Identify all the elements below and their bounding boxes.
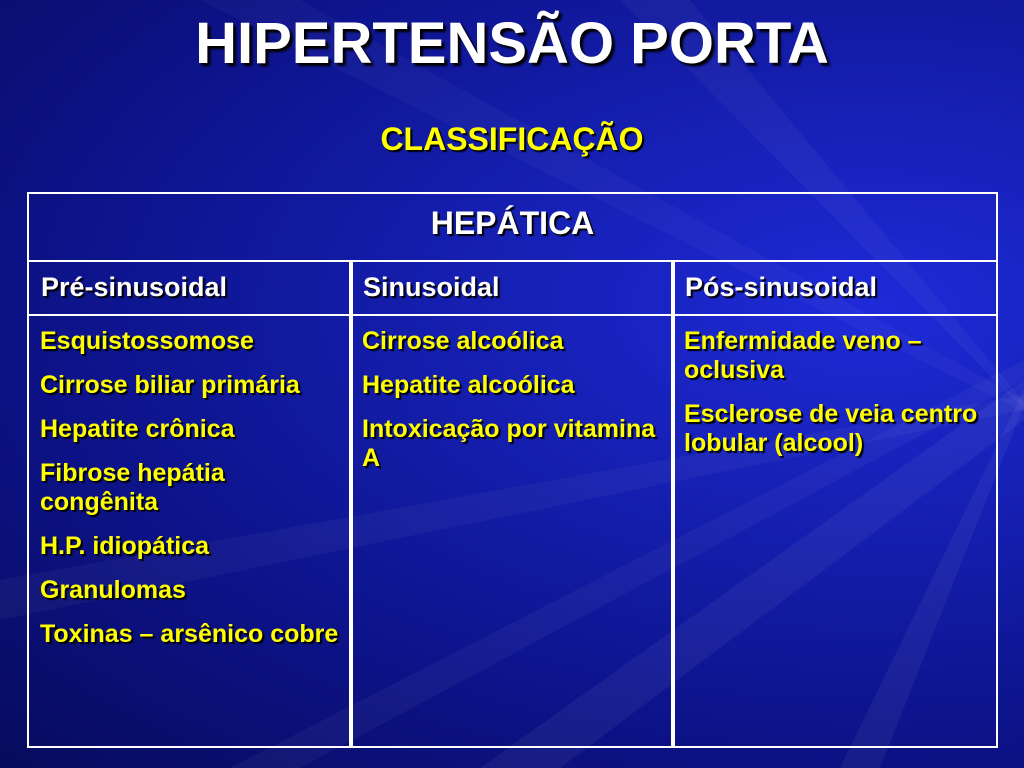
list-item: Granulomas [40,576,186,604]
slide-subtitle: CLASSIFICAÇÃO [380,121,644,157]
column-header-pos-sinusoidal: Pós-sinusoidal [671,260,998,316]
list-item: H.P. idiopática [40,532,210,560]
column-header-sinusoidal: Sinusoidal [349,260,675,316]
list-item: Cirrose alcoólica [362,327,564,355]
list-item: Enfermidade veno – oclusiva [684,327,922,384]
list-item: Esclerose de veia centro lobular (alcool) [684,400,978,457]
list-item: Intoxicação por vitamina A [362,415,656,472]
list-item: Toxinas – arsênico cobre [40,620,339,648]
list-item: Esquistossomose [40,327,254,355]
slide-title: HIPERTENSÃO PORTA [195,11,829,76]
column-pre-sinusoidal-items [27,314,353,748]
column-pos-sinusoidal-items [671,314,998,748]
list-item: Hepatite crônica [40,415,235,443]
column-sinusoidal-items [349,314,675,748]
column-header-pre-sinusoidal: Pré-sinusoidal [27,260,353,316]
list-item: Hepatite alcoólica [362,371,575,399]
list-item: Fibrose hepátia congênita [40,459,225,516]
list-item: Cirrose biliar primária [40,371,300,399]
table-header-hepatica: HEPÁTICA [27,192,998,262]
